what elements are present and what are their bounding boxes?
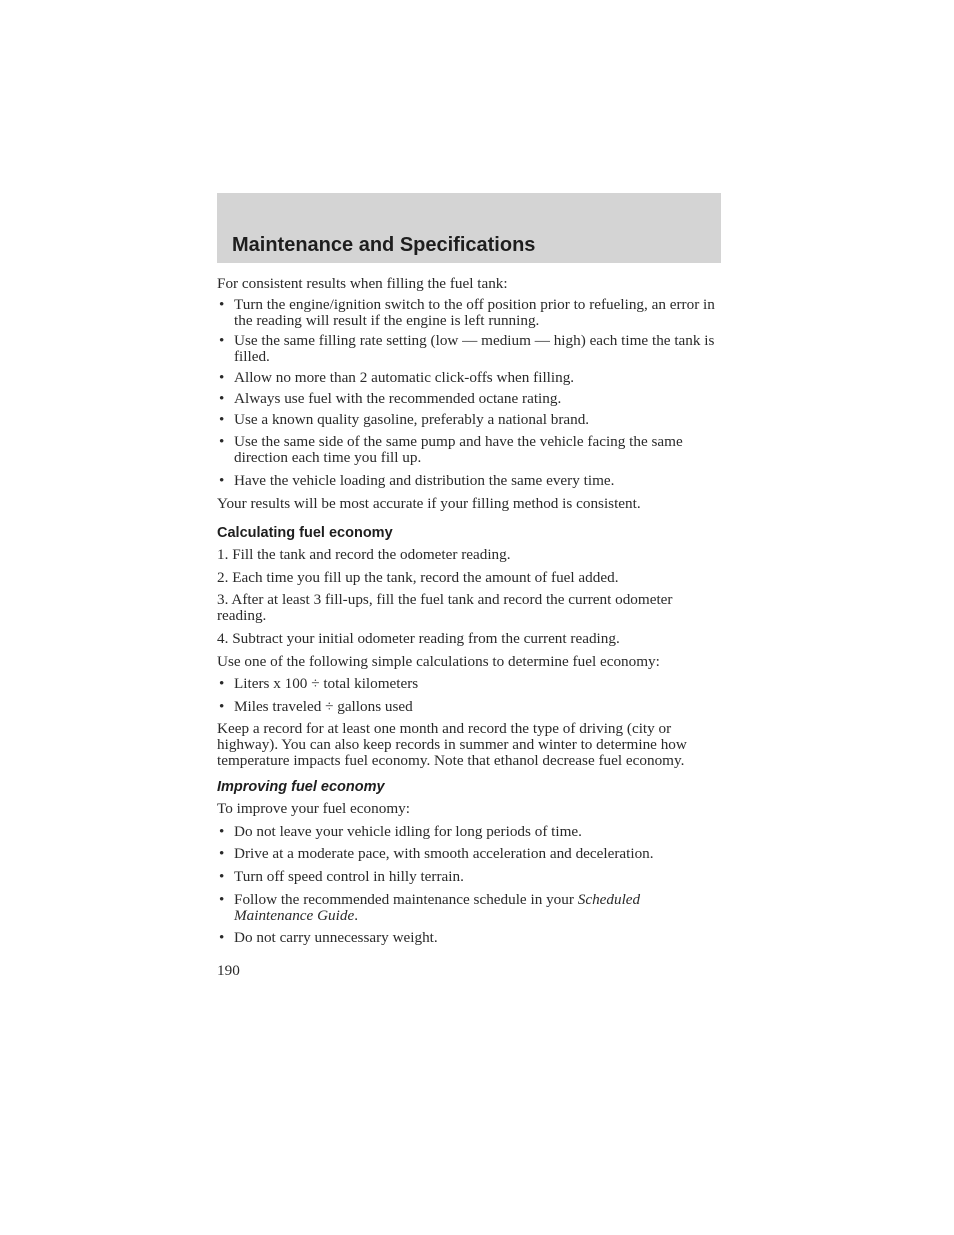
list-item-schedule [217,892,723,924]
list-item: • Liters x 100 ÷ total kilometers [217,676,723,692]
filling-tips-list [217,297,723,489]
list-item: • Miles traveled ÷ gallons used [217,699,723,715]
page-number: 190 [217,962,240,979]
calculating-steps-list [217,547,723,647]
list-item: • Allow no more than 2 automatic click-offs when filling. [217,370,723,386]
list-item: 1. Fill the tank and record the odometer reading. [217,546,511,563]
list-item: • Turn the engine/ignition switch to the off position prior to refueling, an error in the reading will result if the engine is left running. [217,297,723,329]
list-item: 2. Each time you fill up the tank, record the amount of fuel added. [217,569,619,586]
record-note: Keep a record for at least one month and record the type of driving (city or highway). You can also keep records in summer and winter to determine how temperature impacts fuel economy. Note that ethanol decrease fuel economy. [217,720,687,769]
filling-outro: Your results will be most accurate if your filling method is consistent. [217,495,641,512]
improving-tips-list [217,824,723,946]
list-item: • Use the same filling rate setting (low — medium — high) each time the tank is filled. [217,333,723,365]
list-item: • Turn off speed control in hilly terrain. [217,869,723,885]
list-item: • Always use fuel with the recommended octane rating. [217,391,723,407]
improving-intro: To improve your fuel economy: [217,800,410,817]
list-item: 3. After at least 3 fill-ups, fill the fuel tank and record the current odometer reading. [217,591,673,624]
list-item: • Do not carry unnecessary weight. [217,930,723,946]
list-item: 4. Subtract your initial odometer reading from the current reading. [217,630,620,647]
improving-heading: Improving fuel economy [217,779,385,795]
list-item: • Drive at a moderate pace, with smooth acceleration and deceleration. [217,846,723,862]
section-header [217,193,721,263]
list-item: • Have the vehicle loading and distribution the same every time. [217,473,723,489]
list-item: • Use a known quality gasoline, preferably a national brand. [217,412,723,428]
list-item: • Use the same side of the same pump and have the vehicle facing the same direction each time you fill up. [217,434,723,466]
section-title: Maintenance and Specifications [232,234,536,256]
schedule-tip-prefix: Follow the recommended maintenance schedule in your [234,891,578,908]
filling-intro: For consistent results when filling the fuel tank: [217,275,508,292]
formulas-intro: Use one of the following simple calculations to determine fuel economy: [217,653,660,670]
schedule-tip-suffix: . [354,907,358,924]
list-item: • Do not leave your vehicle idling for long periods of time. [217,824,723,840]
page-body [217,276,723,979]
guide-title: Scheduled Maintenance Guide [234,891,641,924]
calculating-heading: Calculating fuel economy [217,525,393,541]
formulas-list [217,676,723,715]
